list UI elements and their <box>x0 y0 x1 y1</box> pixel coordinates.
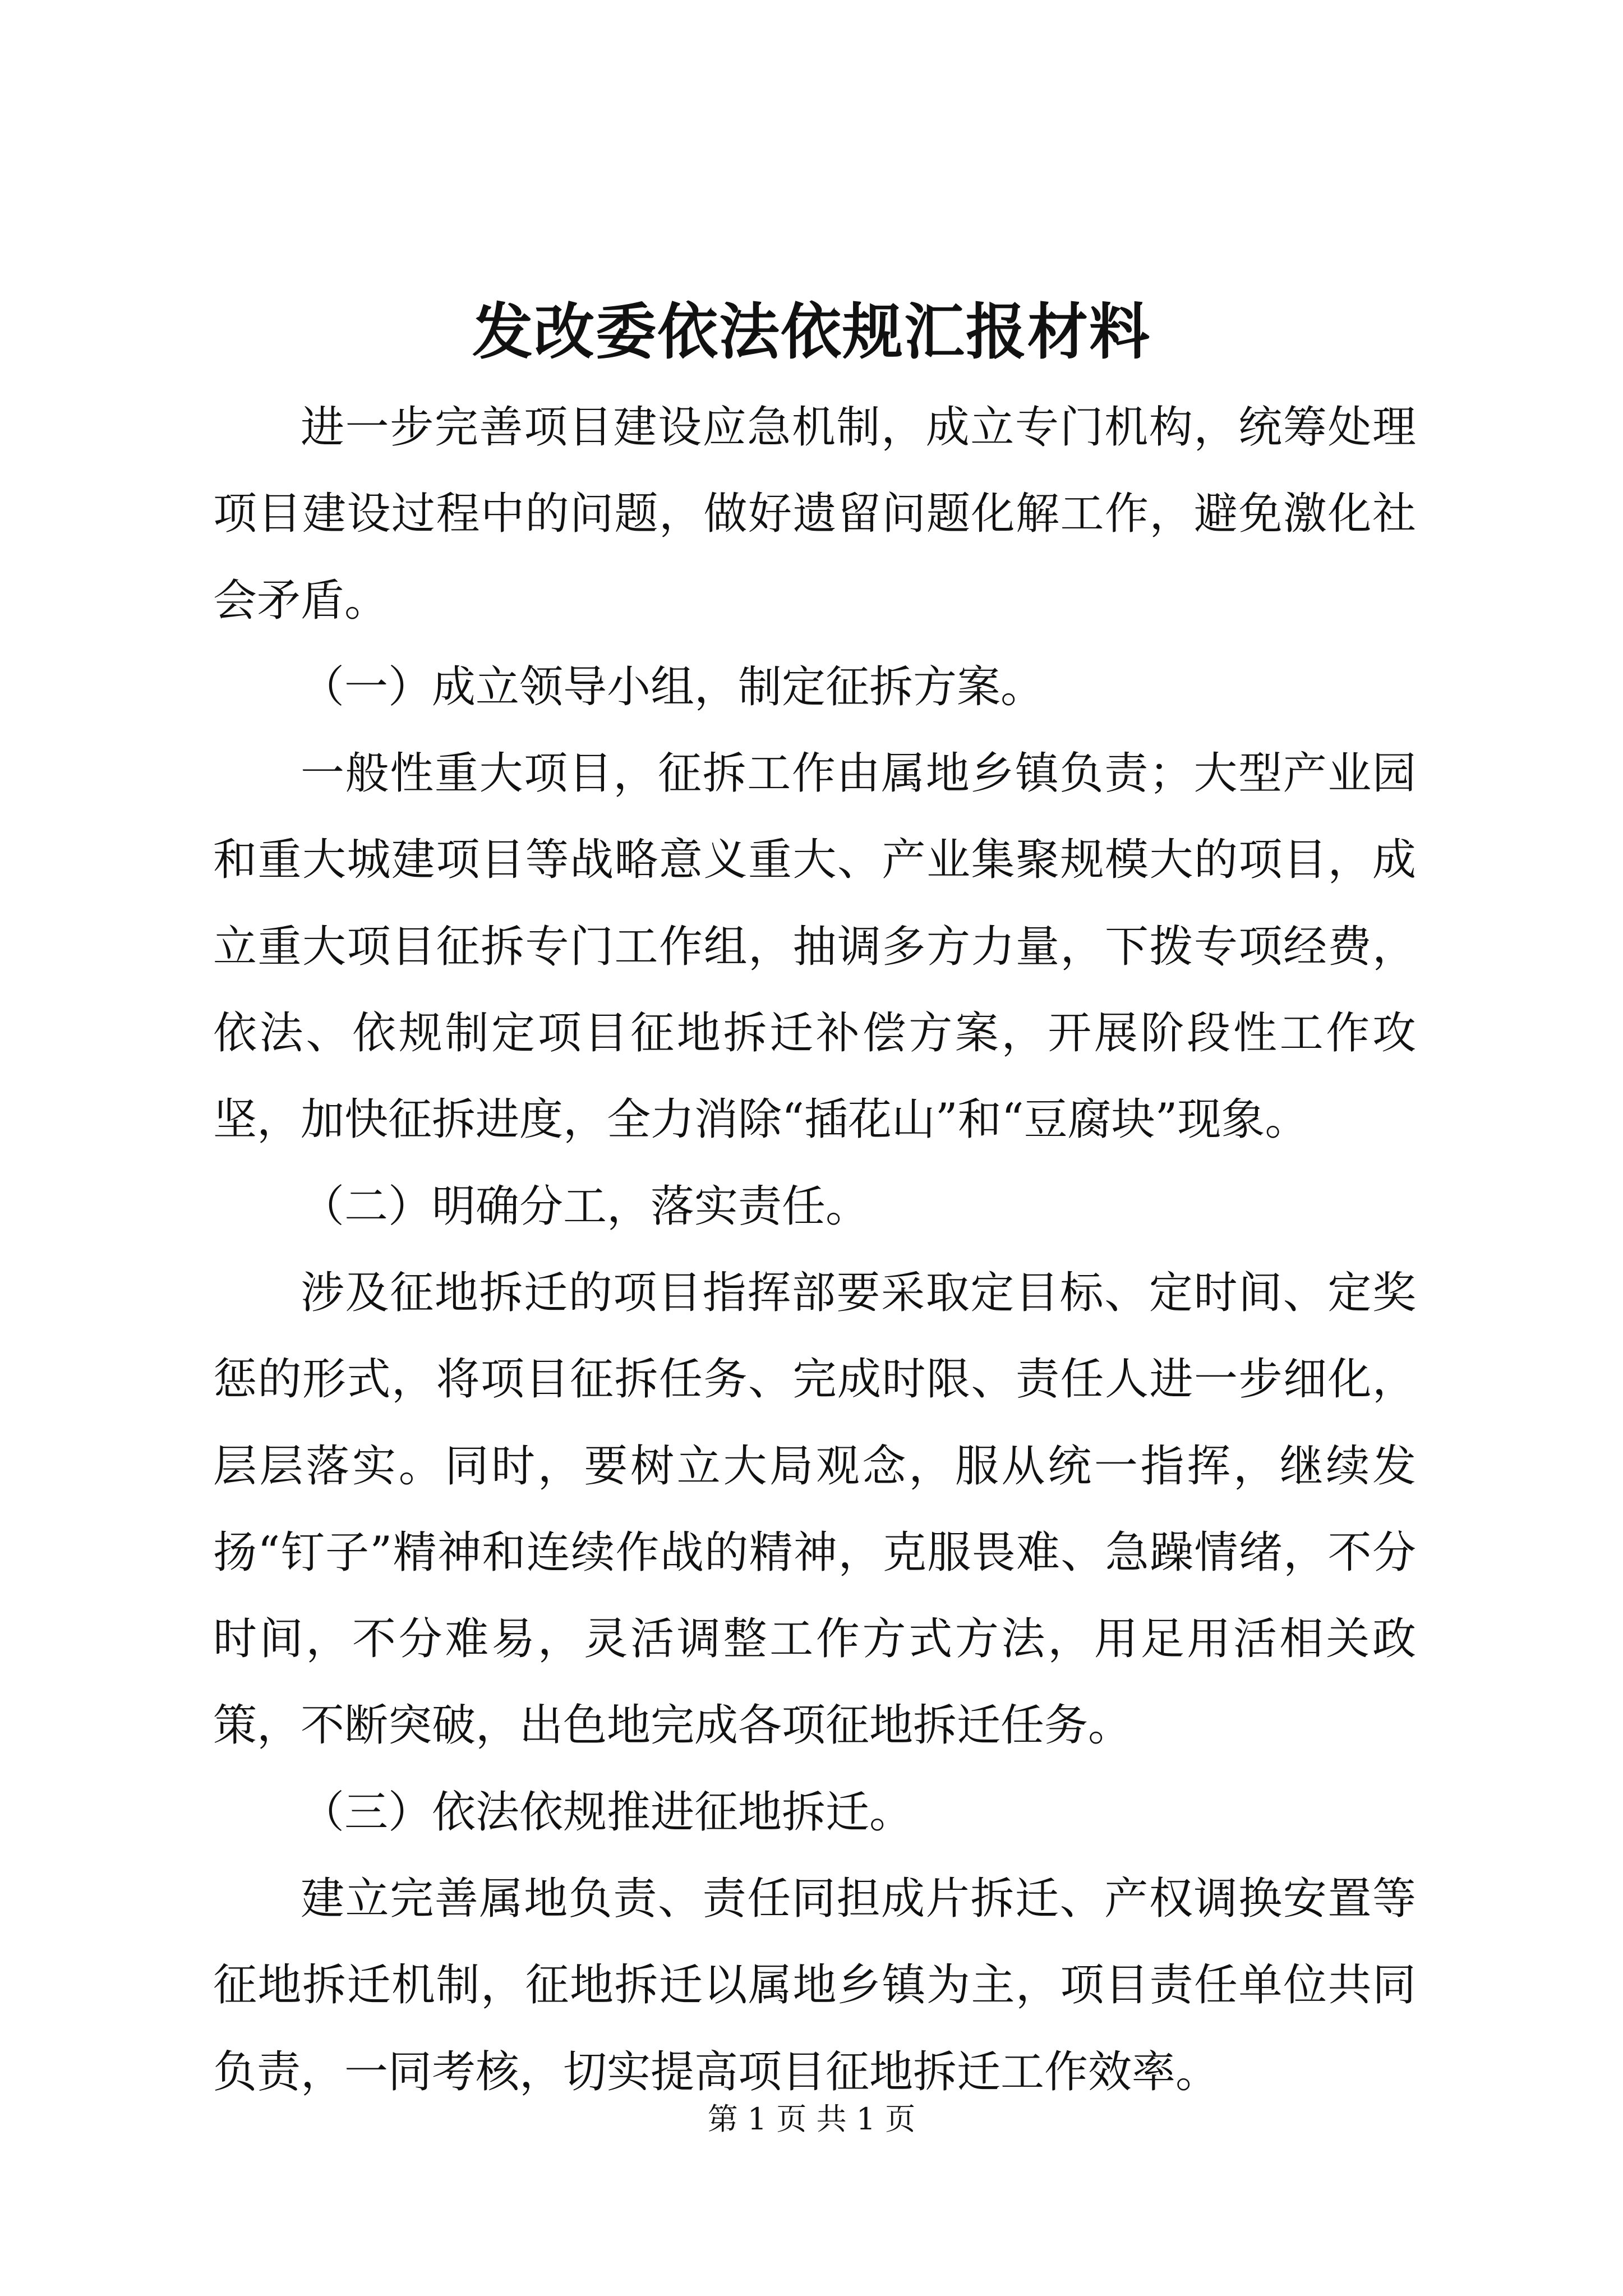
paragraph-section-1: 一般性重大项目，征拆工作由属地乡镇负责；大型产业园和重大城建项目等战略意义重大、产业集聚规模大的项目，成立重大项目征拆专门工作组，抽调多方力量，下拨专项经费，依法、依规制定项目征地拆迁补偿方案，开展阶段性工作攻坚，加快征拆进度，全力消除“插花山”和“豆腐块”现象。 <box>213 748 1416 1145</box>
paragraph-section-3: 建立完善属地负责、责任同担成片拆迁、产权调换安置等征地拆迁机制，征地拆迁以属地乡镇为主，项目责任单位共同负责，一同考核，切实提高项目征地拆迁工作效率。 <box>213 1874 1416 2097</box>
page-title: 发改委依法依规汇报材料 <box>472 297 1151 367</box>
paragraph-intro: 进一步完善项目建设应急机制，成立专门机构，统筹处理项目建设过程中的问题，做好遗留问题化解工作，避免激化社会矛盾。 <box>213 402 1416 626</box>
section-heading-1: （一）成立领导小组，制定征拆方案。 <box>301 661 1045 712</box>
section-heading-2: （二）明确分工，落实责任。 <box>301 1181 870 1232</box>
page-footer: 第 1 页 共 1 页 <box>707 2101 916 2137</box>
section-heading-3: （三）依法依规推进征地拆迁。 <box>301 1787 914 1838</box>
document-body <box>213 384 1416 2115</box>
paragraph-section-2: 涉及征地拆迁的项目指挥部要采取定目标、定时间、定奖惩的形式，将项目征拆任务、完成时限、责任人进一步细化，层层落实。同时，要树立大局观念，服从统一指挥，继续发扬“钉子”精神和连续作战的精神，克服畏难、急躁情绪，不分时间，不分难易，灵活调整工作方式方法，用足用活相关政策，不断突破，出色地完成各项征地拆迁任务。 <box>213 1267 1416 1751</box>
